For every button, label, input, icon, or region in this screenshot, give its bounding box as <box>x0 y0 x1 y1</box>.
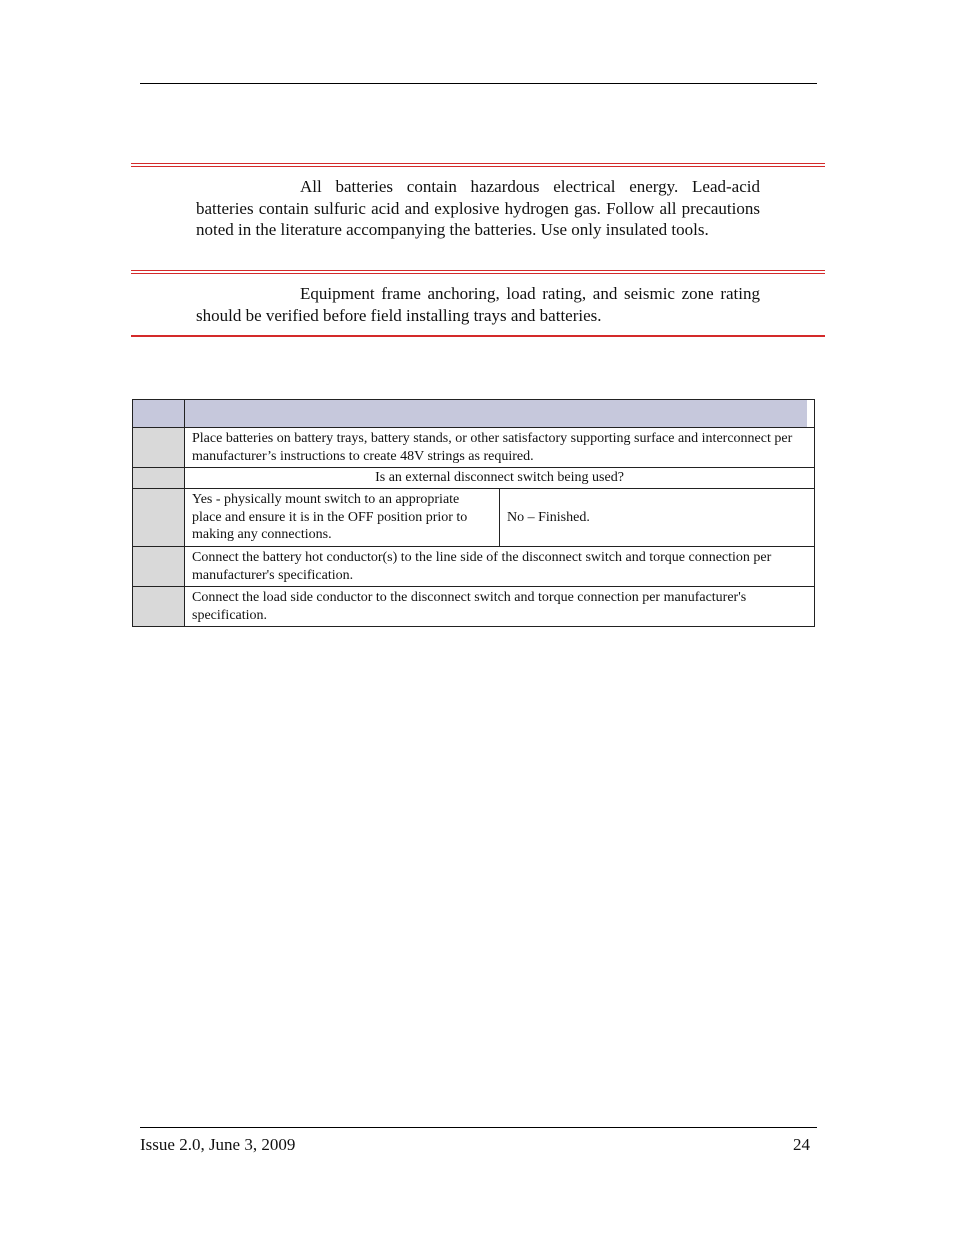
warning-hazardous-energy <box>196 176 760 241</box>
step-number <box>133 489 185 547</box>
step-no-option: No – Finished. <box>500 489 815 547</box>
step-number <box>133 428 185 468</box>
warning-frame-anchoring <box>196 283 760 326</box>
header-action-cell <box>185 400 815 428</box>
step-yes-option: Yes - physically mount switch to an appropriate place and ensure it is in the OFF position prior to making any connections. <box>185 489 500 547</box>
warning-rule-bottom <box>131 335 825 337</box>
step-number <box>133 547 185 587</box>
warning-rule-middle <box>131 270 825 274</box>
header-step-cell <box>133 400 185 428</box>
table-row <box>133 489 815 547</box>
warning-rule-top <box>131 163 825 167</box>
page-number: 24 <box>793 1135 810 1154</box>
table-row <box>133 587 815 627</box>
warning-text: All batteries contain hazardous electrical energy. Lead-acid batteries contain sulfuric acid and explosive hydrogen gas. Follow all precautions noted in the literature accompanying the batteries. Use only insulated tools. <box>196 177 760 239</box>
procedure-header-row <box>133 400 815 428</box>
step-text: Connect the battery hot conductor(s) to the line side of the disconnect switch and torque connection per manufacturer's specification. <box>185 547 815 587</box>
footer-rule <box>140 1127 817 1128</box>
table-row <box>133 428 815 468</box>
step-number <box>133 587 185 627</box>
warning-text: Equipment frame anchoring, load rating, and seismic zone rating should be verified before field installing trays and batteries. <box>196 284 760 325</box>
header-rule <box>140 83 817 84</box>
table-row <box>133 547 815 587</box>
procedure-table <box>132 399 815 627</box>
step-number <box>133 468 185 489</box>
footer-issue: Issue 2.0, June 3, 2009 <box>140 1135 296 1154</box>
table-row <box>133 468 815 489</box>
step-text: Place batteries on battery trays, battery stands, or other satisfactory supporting surface and interconnect per manufacturer’s instructions to create 48V strings as required. <box>185 428 815 468</box>
step-question: Is an external disconnect switch being used? <box>185 468 815 489</box>
step-text: Connect the load side conductor to the disconnect switch and torque connection per manufacturer's specification. <box>185 587 815 627</box>
